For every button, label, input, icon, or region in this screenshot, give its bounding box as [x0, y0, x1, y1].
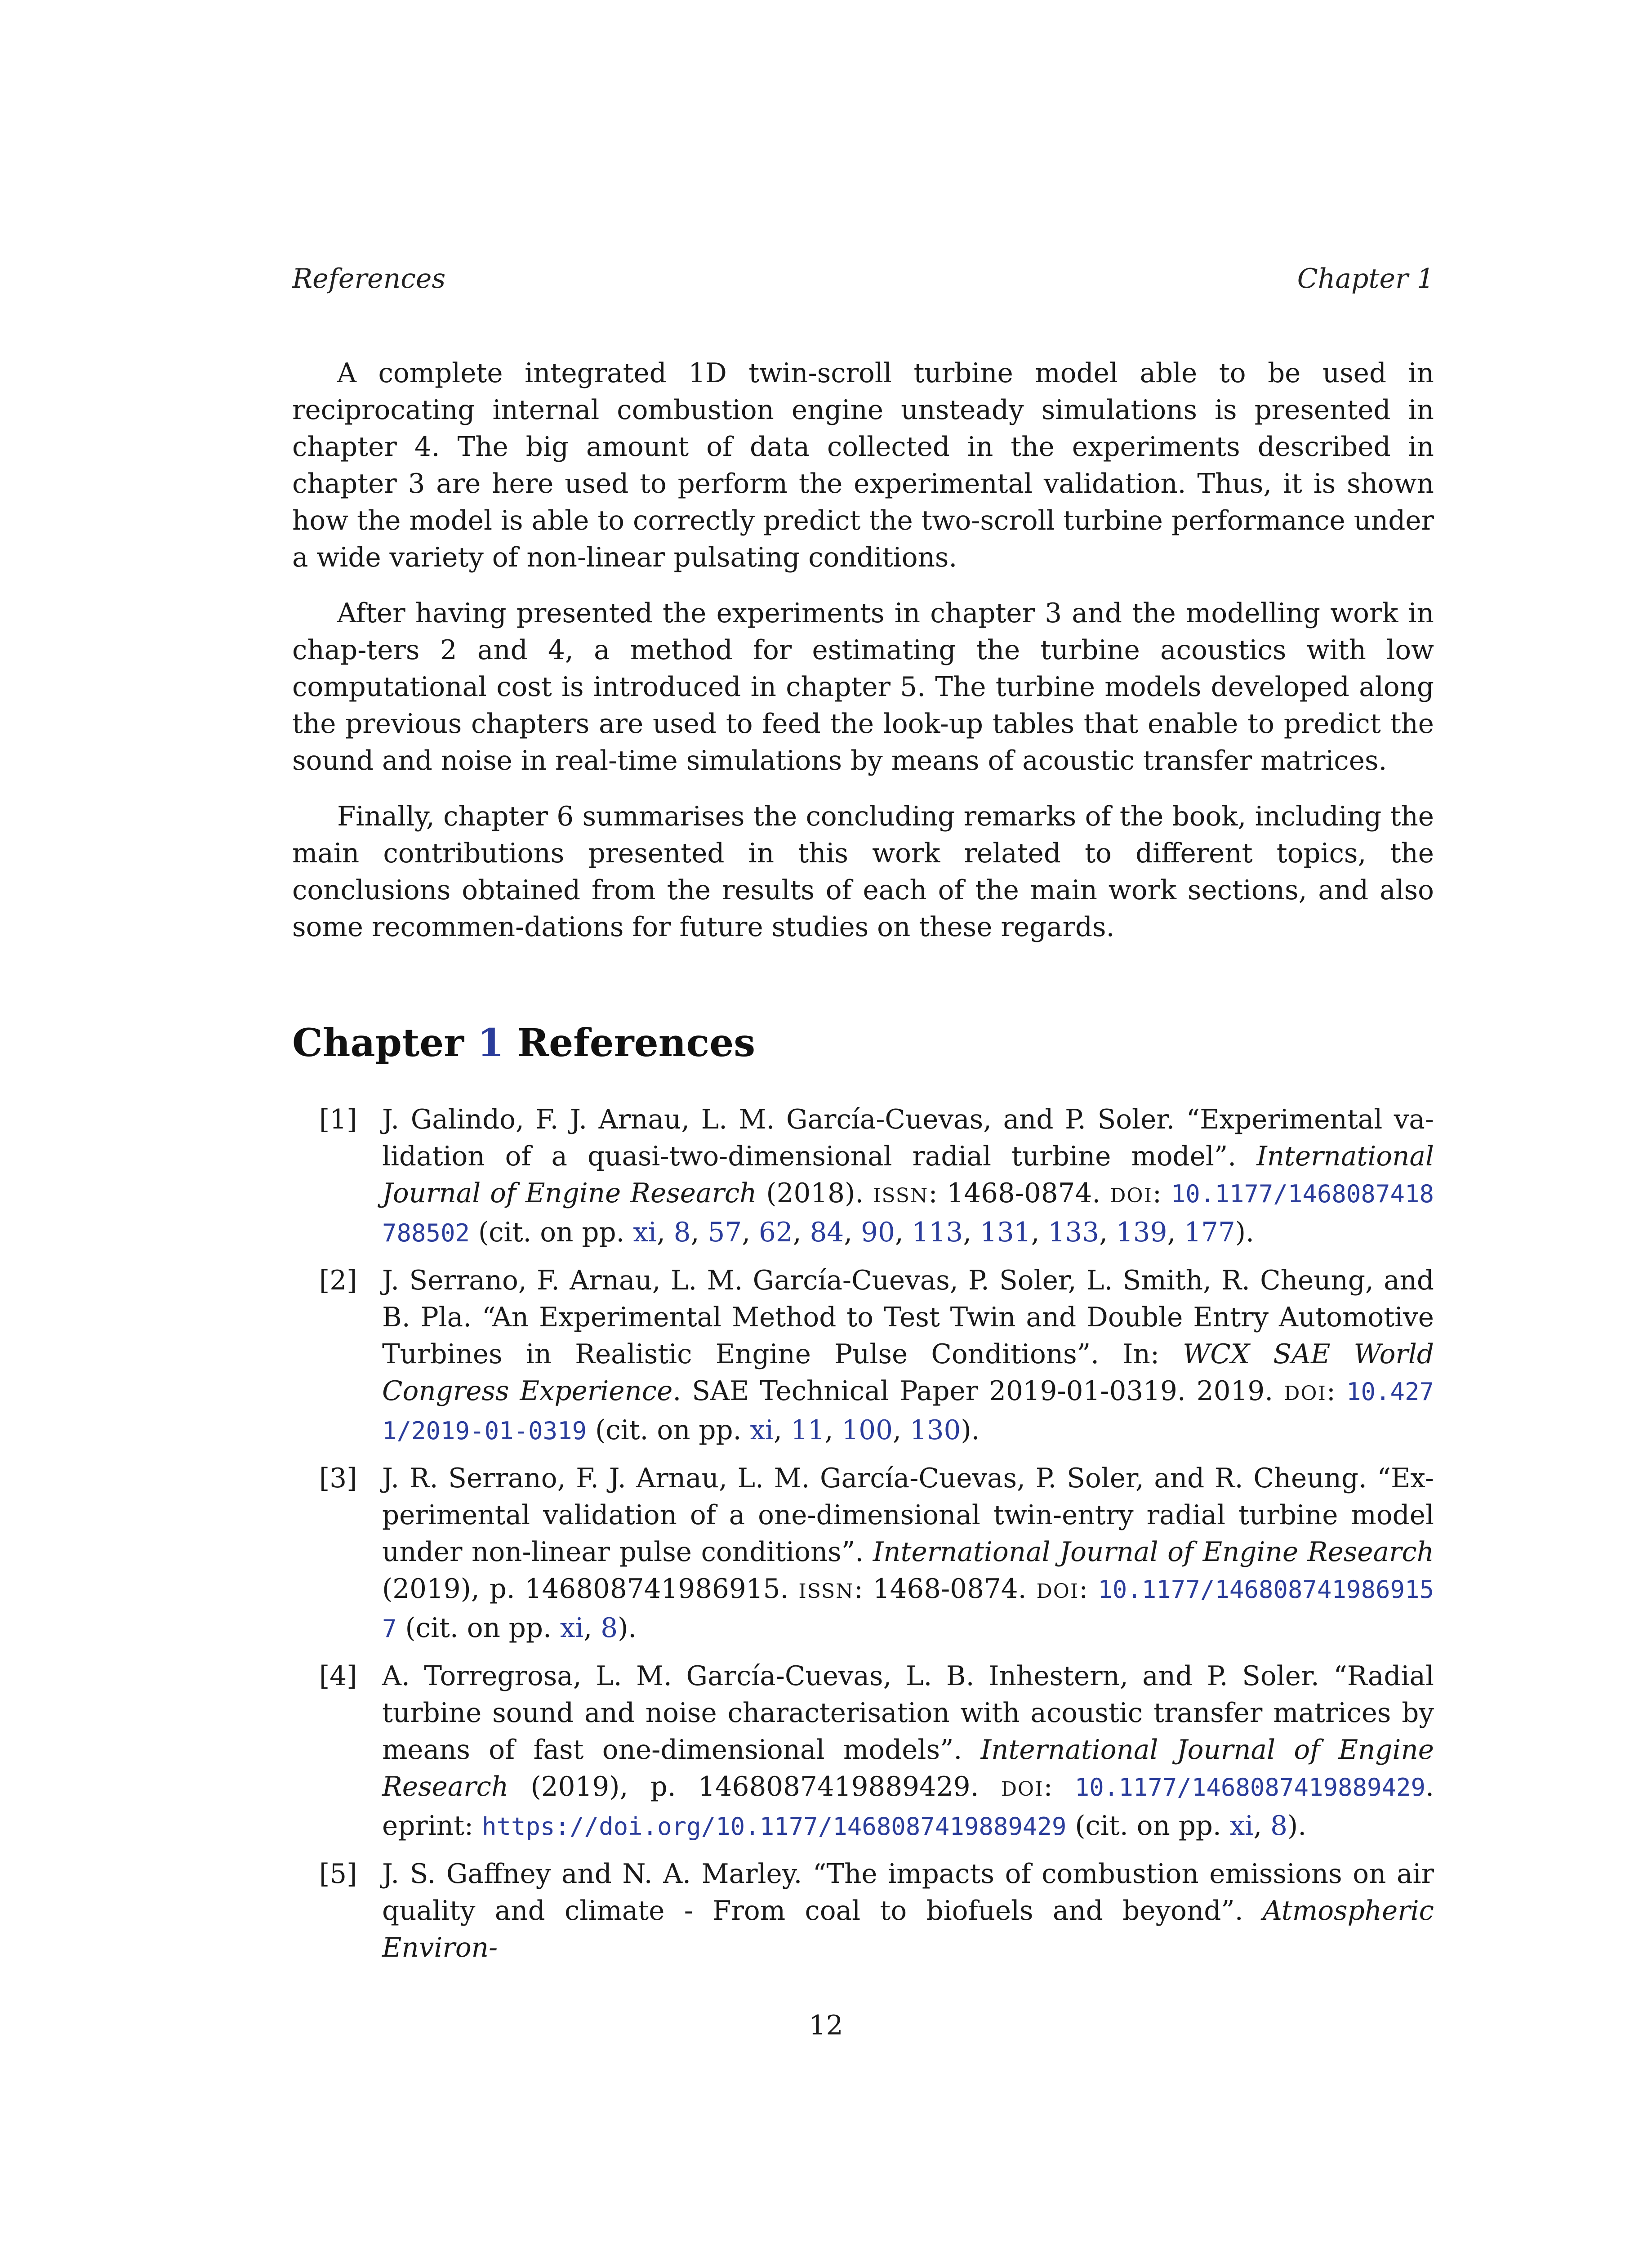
page-link[interactable]: 84: [810, 1217, 844, 1248]
page-link[interactable]: 100: [842, 1415, 893, 1446]
reference-authors: J. Galindo, F. J. Arnau, L. M. García-Cuevas, and P. Soler.: [382, 1104, 1175, 1135]
reference-entry: [3] J. R. Serrano, F. J. Arnau, L. M. García-Cuevas, P. Soler, and R. Cheung. “Ex-perimental validation of a one-dimensional twin-entry radial turbine model under non-linear pulse conditions”. International Journal of Engine Research (2019), p. 146808741986915. ISSN: 1468-0874. DOI: 10.1177/1468087419869157 (cit. on pp. xi, 8).: [292, 1460, 1434, 1647]
doi-link[interactable]: 10.1177/1468087418788502: [382, 1180, 1434, 1247]
page-link[interactable]: 133: [1048, 1217, 1100, 1248]
reference-venue: International Journal of Engine Research: [382, 1735, 1434, 1802]
reference-label: [1]: [319, 1104, 357, 1135]
reference-label: [3]: [319, 1463, 357, 1494]
section-heading-suffix: References: [517, 1021, 756, 1066]
doi-link[interactable]: 10.1177/1468087419869157: [382, 1575, 1434, 1643]
page-link[interactable]: 62: [759, 1217, 793, 1248]
page-link[interactable]: 8: [601, 1613, 618, 1644]
page-link[interactable]: 8: [1270, 1811, 1287, 1842]
citation-suffix: ).: [1235, 1217, 1255, 1248]
reference-details: . SAE Technical Paper 2019-01-0319. 2019.: [672, 1376, 1274, 1407]
page-link[interactable]: xi: [633, 1217, 657, 1248]
paragraph: A complete integrated 1D twin-scroll turbine model able to be used in reciprocating internal combustion engine unsteady simulations is presented in chapter 4. The big amount of data collected in the experiments described in chapter 3 are here used to perform the experimental validation. Thus, it is shown how the model is able to correctly predict the two-scroll turbine performance under a wide variety of non-linear pulsating conditions.: [292, 358, 1434, 573]
chapter-number-link[interactable]: 1: [477, 1021, 504, 1066]
reference-details: (2019), p. 146808741986915.: [382, 1574, 789, 1605]
reference-venue: International Journal of Engine Research: [382, 1141, 1434, 1209]
doi-label: DOI: [1036, 1580, 1079, 1603]
running-head-right: Chapter 1: [1297, 263, 1434, 294]
reference-entry: [292, 1856, 1434, 1967]
reference-title: “Radial turbine sound and noise characterisation with acoustic transfer matrices by means of fast one-dimensional models”.: [382, 1661, 1434, 1766]
reference-title: “Ex-perimental validation of a one-dimensional twin-entry radial turbine model under non-linear pulse conditions”.: [382, 1463, 1434, 1568]
reference-authors: A. Torregrosa, L. M. García-Cuevas, L. B. Inhestern, and P. Soler.: [382, 1661, 1319, 1692]
citation-suffix: ).: [1287, 1811, 1307, 1842]
citation-prefix: (cit. on pp.: [478, 1217, 625, 1248]
reference-details: (2018).: [766, 1178, 864, 1209]
section-heading-prefix: Chapter: [292, 1021, 464, 1066]
page-link[interactable]: xi: [750, 1415, 774, 1446]
doi-link[interactable]: 10.4271/2019-01-0319: [382, 1378, 1434, 1445]
page-link[interactable]: 113: [912, 1217, 963, 1248]
issn-label: ISSN: [798, 1580, 854, 1603]
page-number: 12: [809, 2010, 843, 2041]
reference-list: [292, 1102, 1434, 1977]
page-link[interactable]: 57: [708, 1217, 742, 1248]
reference-label: [4]: [319, 1661, 357, 1692]
reference-authors: J. R. Serrano, F. J. Arnau, L. M. García-Cuevas, P. Soler, and R. Cheung.: [382, 1463, 1367, 1494]
doi-link[interactable]: 10.1177/1468087419889429: [1074, 1773, 1426, 1802]
page-link[interactable]: xi: [560, 1613, 584, 1644]
eprint-link[interactable]: https://doi.org/10.1177/1468087419889429: [481, 1812, 1067, 1841]
doi-label: DOI: [1001, 1778, 1044, 1801]
reference-title: “An Experimental Method to Test Twin and Double Entry Automotive Turbines in Realistic Engine Pulse Conditions”. In:: [382, 1302, 1434, 1370]
citation-prefix: (cit. on pp.: [1075, 1811, 1221, 1842]
doi-label: DOI: [1110, 1184, 1153, 1207]
reference-authors: J. Serrano, F. Arnau, L. M. García-Cuevas, P. Soler, L. Smith, R. Cheung, and B. Pla.: [382, 1265, 1434, 1333]
citation-suffix: ).: [618, 1613, 637, 1644]
paragraph: Finally, chapter 6 summarises the concluding remarks of the book, including the main contributions presented in this work related to different topics, the conclusions obtained from the results of each of the main work sections, and also some recommen-dations for future studies on these regards.: [292, 801, 1434, 943]
reference-details: (2019), p. 1468087419889429.: [530, 1771, 979, 1802]
issn-label: ISSN: [873, 1184, 929, 1207]
reference-venue: International Journal of Engine Research: [873, 1537, 1434, 1568]
page-link[interactable]: 139: [1116, 1217, 1167, 1248]
page-link[interactable]: 8: [673, 1217, 691, 1248]
reference-title: “Experimental va-lidation of a quasi-two-dimensional radial turbine model”.: [382, 1104, 1434, 1172]
page-link[interactable]: xi: [1229, 1811, 1254, 1842]
reference-label: [2]: [319, 1265, 357, 1296]
issn-value: : 1468-0874.: [854, 1574, 1027, 1605]
reference-label: [5]: [319, 1859, 357, 1890]
doi-label: DOI: [1284, 1382, 1327, 1405]
page-link[interactable]: 90: [861, 1217, 895, 1248]
page-link[interactable]: 130: [909, 1415, 961, 1446]
page-link[interactable]: 177: [1184, 1217, 1235, 1248]
reference-authors: J. S. Gaffney and N. A. Marley.: [382, 1859, 802, 1890]
body-text: [292, 355, 1434, 965]
reference-title: “The impacts of combustion emissions on air quality and climate - From coal to biofuels and beyond”.: [382, 1859, 1434, 1927]
reference-entry: [1] J. Galindo, F. J. Arnau, L. M. García-Cuevas, and P. Soler. “Experimental va-lidation of a quasi-two-dimensional radial turbine model”. International Journal of Engine Research (2018). ISSN: 1468-0874. DOI: 10.1177/1468087418788502 (cit. on pp. xi, 8, 57, 62, 84, 90, 113, 131, 133, 139, 177).: [292, 1102, 1434, 1252]
citation-suffix: ).: [961, 1415, 980, 1446]
page-link[interactable]: 11: [790, 1415, 825, 1446]
section-heading: [292, 1021, 755, 1066]
reference-entry: [4] A. Torregrosa, L. M. García-Cuevas, L. B. Inhestern, and P. Soler. “Radial turbine sound and noise characterisation with acoustic transfer matrices by means of fast one-dimensional models”. International Journal of Engine Research (2019), p. 1468087419889429. DOI: 10.1177/1468087419889429. eprint: https://doi.org/10.1177/1468087419889429 (cit. on pp. xi, 8).: [292, 1658, 1434, 1845]
paragraph: After having presented the experiments in chapter 3 and the modelling work in chap-ters 2 and 4, a method for estimating the turbine acoustics with low computational cost is introduced in chapter 5. The turbine models developed along the previous chapters are used to feed the look-up tables that enable to predict the sound and noise in real-time simulations by means of acoustic transfer matrices.: [292, 598, 1434, 776]
issn-value: : 1468-0874.: [928, 1178, 1101, 1209]
reference-venue: Atmospheric Environ-: [382, 1896, 1434, 1963]
eprint-label: . eprint:: [382, 1771, 1434, 1842]
citation-prefix: (cit. on pp.: [405, 1613, 552, 1644]
citation-prefix: (cit. on pp.: [595, 1415, 742, 1446]
page-link[interactable]: 131: [980, 1217, 1031, 1248]
reference-venue: WCX SAE World Congress Experience: [382, 1339, 1434, 1407]
reference-entry: [2] J. Serrano, F. Arnau, L. M. García-Cuevas, P. Soler, L. Smith, R. Cheung, and B. Pla. “An Experimental Method to Test Twin and Double Entry Automotive Turbines in Realistic Engine Pulse Conditions”. In: WCX SAE World Congress Experience. SAE Technical Paper 2019-01-0319. 2019. DOI: 10.4271/2019-01-0319 (cit. on pp. xi, 11, 100, 130).: [292, 1262, 1434, 1450]
running-head-left: References: [292, 263, 446, 294]
